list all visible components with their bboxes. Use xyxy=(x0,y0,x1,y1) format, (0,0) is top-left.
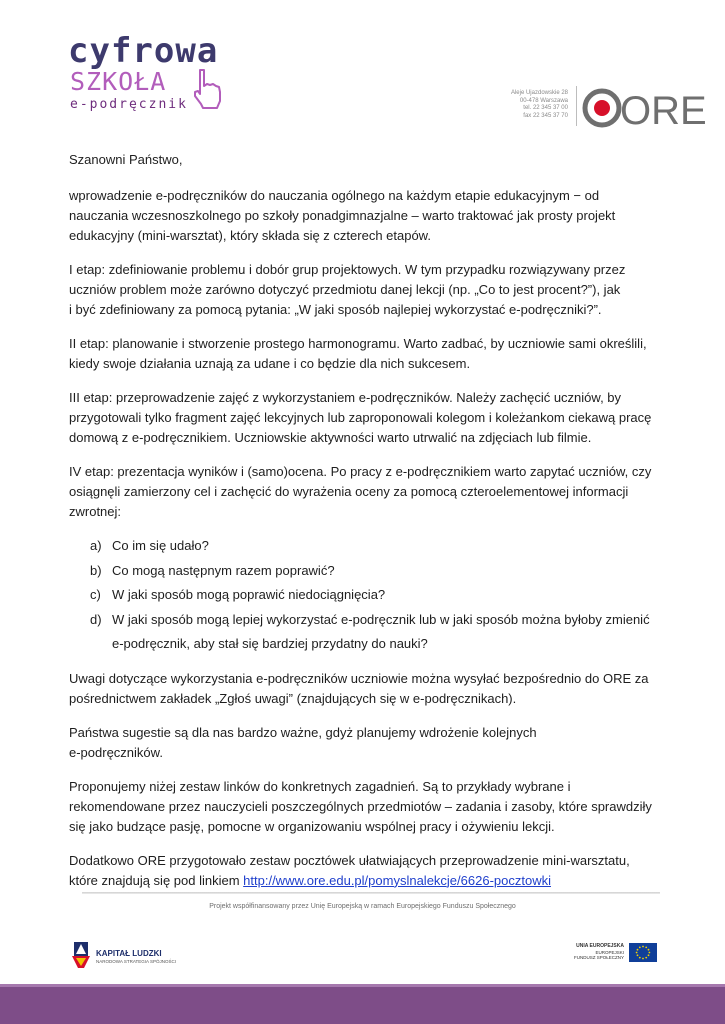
ore-address xyxy=(478,90,568,120)
pointing-hand-icon xyxy=(192,68,222,112)
stage-1-paragraph xyxy=(69,260,659,320)
eu-flag-icon xyxy=(629,943,657,962)
suggestions-text-end: e-podręczników. xyxy=(69,744,163,760)
address-line: fax 22 345 37 70 xyxy=(523,112,568,119)
kapital-ludzki-title: KAPITAŁ LUDZKI xyxy=(96,949,162,958)
eu-text-line: UNIA EUROPEJSKA xyxy=(576,943,624,949)
stage-1-question: i być zdefiniowany za pomocą pytania: „W jaki sposób najlepiej wykorzystać e-podręczniki?”. xyxy=(69,302,602,317)
suggestions-paragraph xyxy=(69,723,659,763)
postcards-text: Dodatkowo ORE przygotowało zestaw pocztówek ułatwiających przeprowadzenie mini-warsztatu, które znajdują się pod linkiem xyxy=(69,852,630,888)
links-paragraph: Proponujemy niżej zestaw linków do konkretnych zagadnień. Są to przykłady wybrane i rekomendowane przez nauczycieli poszczególnych przedmiotów – zadania i zasoby, które sprawdziły się jako budzące pasję, pomocne w organizowaniu wspólnej pracy i ożywieniu lekcji. xyxy=(69,778,652,834)
address-line: 00-478 Warszawa xyxy=(519,97,568,104)
stage-2-paragraph: II etap: planowanie i stworzenie prostego harmonogramu. Warto zadbać, by uczniowie sami określili, kiedy swoje działania uznają za udane i co będzie dla nich sukcesem. xyxy=(69,336,647,371)
stage-4-paragraph: IV etap: prezentacja wyników i (samo)ocena. Po pracy z e-podręcznikiem warto zapytać uczniów, czy osiągnęli zamierzony cel i zachęcić do wyrażenia oceny za pomocą czteroelementowej informacji zwrotnej: xyxy=(69,464,652,519)
feedback-list xyxy=(69,534,659,657)
logo-epodrecznik-text: e-podręcznik xyxy=(70,97,188,112)
header-divider xyxy=(576,86,577,126)
list-marker: a) xyxy=(90,538,102,553)
list-marker: d) xyxy=(90,611,102,627)
address-line: Aleje Ujazdowskie 28 xyxy=(510,90,568,96)
postcards-link[interactable]: http://www.ore.edu.pl/pomyslnalekcje/6626-pocztowki xyxy=(243,872,551,888)
list-item-text: W jaki sposób mogą lepiej wykorzystać e-podręcznik lub w jaki sposób można byłoby zmienić e-podręcznik, aby stał się bardziej przydatny do nauki? xyxy=(112,611,650,651)
greeting: Szanowni Państwo, xyxy=(69,152,183,167)
stage-3-paragraph: III etap: przeprowadzenie zajęć z wykorzystaniem e-podręczników. Należy zachęcić uczniów, by przygotowali tylko fragment zajęć lekcyjnych lub zaproponowali kolegom i koleżankom ciekawą pracę domową z e-podręcznikiem. Uczniowskie aktywności warto utrwalić na zdjęciach lub filmie. xyxy=(69,390,652,445)
list-item xyxy=(69,583,659,608)
logo-szkola-text: SZKOŁA xyxy=(70,67,167,96)
eu-text-line: EUROPEJSKI xyxy=(595,949,624,955)
eu-logo xyxy=(560,942,660,966)
kapital-ludzki-emblem-icon xyxy=(70,940,92,970)
logo-cyfrowa-text: cyfrowa xyxy=(68,31,219,71)
letter-body xyxy=(69,150,659,905)
list-item-text: Co im się udało? xyxy=(112,538,209,553)
list-item xyxy=(69,534,659,559)
cyfrowa-szkola-logo xyxy=(68,31,238,118)
list-item-text: W jaki sposób mogą poprawić niedociągnięcia? xyxy=(112,587,386,602)
footer-note: Projekt współfinansowany przez Unię Europejską w ramach Europejskiego Funduszu Społecznego xyxy=(209,903,516,910)
stage-1-text: I etap: zdefiniowanie problemu i dobór grup projektowych. W tym przypadku rozwiązywany przez uczniów problem może zarówno dotyczyć przedmiotu danej lekcji (np. „Co to jest procent?”), jak xyxy=(69,262,626,297)
remarks-paragraph: Uwagi dotyczące wykorzystania e-podręczników uczniowie można wysyłać bezpośrednio do ORE za pośrednictwem zakładek „Zgłoś uwagi” (znajdujących się w e-podręcznikach). xyxy=(69,670,649,706)
suggestions-text: Państwa sugestie są dla nas bardzo ważne, gdyż planujemy wdrożenie kolejnych xyxy=(69,724,537,740)
list-item xyxy=(69,559,659,584)
kapital-ludzki-logo xyxy=(70,940,180,970)
address-line: tel. 22 345 37 00 xyxy=(523,105,568,111)
footer-band-stripe xyxy=(0,984,725,987)
intro-paragraph: wprowadzenie e-podręczników do nauczania ogólnego na każdym etapie edukacyjnym − od nauczania wczesnoszkolnego po szkoły ponadgimnazjalne – warto traktować jak prosty projekt edukacyjny (mini-warsztat), który składa się z czterech etapów. xyxy=(69,188,616,243)
ore-logo xyxy=(582,86,707,133)
list-item-text: Co mogą następnym razem poprawić? xyxy=(112,562,335,578)
ore-logo-text: ORE xyxy=(620,89,707,133)
list-marker: b) xyxy=(90,562,102,578)
postcards-paragraph xyxy=(69,851,659,891)
footer-divider xyxy=(82,892,660,894)
list-marker: c) xyxy=(90,587,101,602)
kapital-ludzki-subtitle: NARODOWA STRATEGIA SPÓJNOŚCI xyxy=(96,959,177,964)
eu-text-line: FUNDUSZ SPOŁECZNY xyxy=(573,955,624,960)
eu-text xyxy=(560,944,624,961)
ore-red-dot-icon xyxy=(594,100,610,116)
footer-band xyxy=(0,984,725,1024)
list-item xyxy=(69,608,659,657)
